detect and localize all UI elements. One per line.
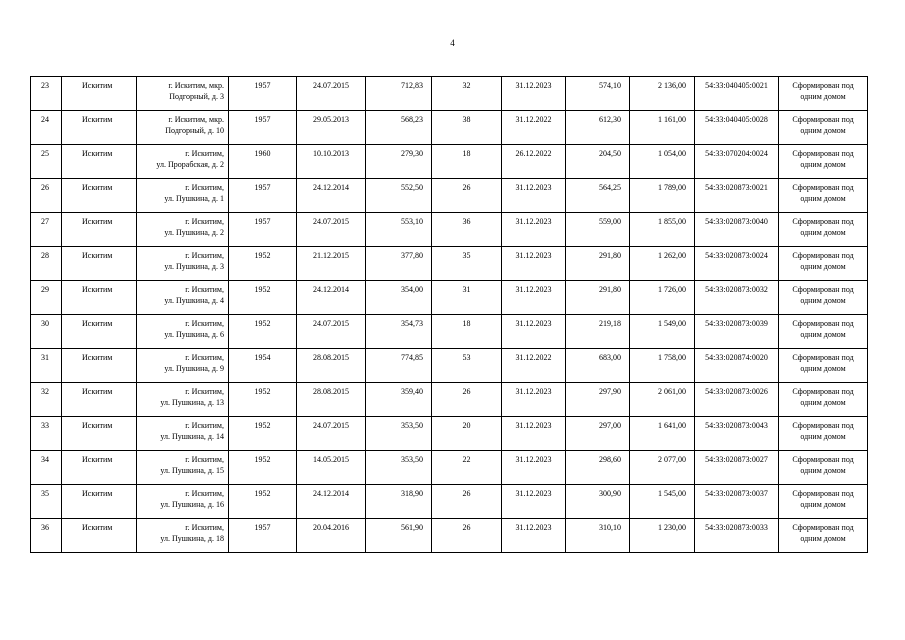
cell-area: 354,73 xyxy=(366,315,432,349)
table-row xyxy=(31,213,868,247)
cell-address xyxy=(137,247,229,281)
cell-locality: Искитим xyxy=(62,281,137,315)
cell-cadastral-number: 54:33:070204:0024 xyxy=(695,145,779,179)
cell-status xyxy=(779,77,868,111)
cell-date: 24.07.2015 xyxy=(297,315,366,349)
cell-status-line: Сформирован под xyxy=(792,489,854,498)
cell-area: 559,00 xyxy=(566,213,630,247)
cell-amount: 1 855,00 xyxy=(630,213,695,247)
cell-date: 24.07.2015 xyxy=(297,213,366,247)
cell-status xyxy=(779,247,868,281)
cell-date: 26.12.2022 xyxy=(502,145,566,179)
cell-address xyxy=(137,145,229,179)
cell-date: 24.12.2014 xyxy=(297,179,366,213)
cell-locality: Искитим xyxy=(62,451,137,485)
cell-number: 27 xyxy=(31,213,62,247)
cell-amount: 1 726,00 xyxy=(630,281,695,315)
table-row xyxy=(31,519,868,553)
cell-year: 1952 xyxy=(229,485,297,519)
cell-number: 36 xyxy=(31,519,62,553)
cell-count: 36 xyxy=(432,213,502,247)
table-row xyxy=(31,77,868,111)
cell-amount: 1 641,00 xyxy=(630,417,695,451)
cell-locality: Искитим xyxy=(62,247,137,281)
cell-cadastral-number: 54:33:020873:0040 xyxy=(695,213,779,247)
cell-address-line: Подгорный, д. 10 xyxy=(165,126,224,135)
cell-date: 29.05.2013 xyxy=(297,111,366,145)
cell-date: 24.12.2014 xyxy=(297,485,366,519)
cell-address-line: г. Искитим, xyxy=(185,523,224,532)
cell-status-line: одним домом xyxy=(800,500,846,509)
cell-amount: 1 161,00 xyxy=(630,111,695,145)
cell-year: 1954 xyxy=(229,349,297,383)
cell-locality: Искитим xyxy=(62,145,137,179)
cell-area: 774,85 xyxy=(366,349,432,383)
cell-amount: 1 230,00 xyxy=(630,519,695,553)
cell-address-line: г. Искитим, xyxy=(185,319,224,328)
table-row xyxy=(31,315,868,349)
cell-year: 1952 xyxy=(229,247,297,281)
cell-status-line: одним домом xyxy=(800,432,846,441)
cell-status xyxy=(779,349,868,383)
cell-date: 31.12.2023 xyxy=(502,315,566,349)
cell-date: 31.12.2023 xyxy=(502,417,566,451)
cell-date: 10.10.2013 xyxy=(297,145,366,179)
cell-status-line: Сформирован под xyxy=(792,523,854,532)
cell-status-line: Сформирован под xyxy=(792,149,854,158)
cell-count: 53 xyxy=(432,349,502,383)
cell-status xyxy=(779,417,868,451)
cell-cadastral-number: 54:33:020873:0043 xyxy=(695,417,779,451)
cell-count: 31 xyxy=(432,281,502,315)
cell-status-line: одним домом xyxy=(800,330,846,339)
cell-date: 31.12.2023 xyxy=(502,77,566,111)
cell-status-line: одним домом xyxy=(800,228,846,237)
cell-area: 683,00 xyxy=(566,349,630,383)
cell-year: 1957 xyxy=(229,519,297,553)
cell-area: 297,90 xyxy=(566,383,630,417)
cell-locality: Искитим xyxy=(62,383,137,417)
table-row xyxy=(31,485,868,519)
cell-address-line: ул. Прорабская, д. 2 xyxy=(156,160,224,169)
cell-cadastral-number: 54:33:020873:0032 xyxy=(695,281,779,315)
cell-amount: 1 262,00 xyxy=(630,247,695,281)
cell-count: 35 xyxy=(432,247,502,281)
table-body xyxy=(31,77,868,553)
cell-address xyxy=(137,383,229,417)
cell-date: 31.12.2023 xyxy=(502,247,566,281)
cell-date: 31.12.2023 xyxy=(502,519,566,553)
cell-status-line: одним домом xyxy=(800,398,846,407)
cell-number: 34 xyxy=(31,451,62,485)
cell-count: 26 xyxy=(432,383,502,417)
cell-address-line: ул. Пушкина, д. 15 xyxy=(160,466,224,475)
cell-locality: Искитим xyxy=(62,519,137,553)
cell-status-line: Сформирован под xyxy=(792,285,854,294)
cell-address xyxy=(137,349,229,383)
cell-status-line: Сформирован под xyxy=(792,319,854,328)
cell-number: 29 xyxy=(31,281,62,315)
cell-area: 377,80 xyxy=(366,247,432,281)
cell-address-line: ул. Пушкина, д. 18 xyxy=(160,534,224,543)
cell-locality: Искитим xyxy=(62,349,137,383)
cell-area: 297,00 xyxy=(566,417,630,451)
cell-status xyxy=(779,179,868,213)
cell-area: 354,00 xyxy=(366,281,432,315)
cell-address-line: г. Искитим, xyxy=(185,183,224,192)
cell-count: 18 xyxy=(432,145,502,179)
cell-date: 24.07.2015 xyxy=(297,77,366,111)
cell-status-line: Сформирован под xyxy=(792,115,854,124)
cell-status-line: одним домом xyxy=(800,296,846,305)
cell-year: 1957 xyxy=(229,179,297,213)
cell-amount: 1 054,00 xyxy=(630,145,695,179)
cell-date: 28.08.2015 xyxy=(297,383,366,417)
cell-address-line: г. Искитим, xyxy=(185,251,224,260)
table-row xyxy=(31,145,868,179)
cell-status-line: одним домом xyxy=(800,92,846,101)
cell-number: 33 xyxy=(31,417,62,451)
cell-status-line: Сформирован под xyxy=(792,183,854,192)
cell-amount: 1 549,00 xyxy=(630,315,695,349)
cell-amount: 2 136,00 xyxy=(630,77,695,111)
cell-address xyxy=(137,111,229,145)
cell-address xyxy=(137,213,229,247)
cell-locality: Искитим xyxy=(62,179,137,213)
cell-date: 31.12.2022 xyxy=(502,111,566,145)
cell-address-line: г. Искитим, xyxy=(185,285,224,294)
cell-area: 353,50 xyxy=(366,451,432,485)
cell-address-line: ул. Пушкина, д. 3 xyxy=(164,262,224,271)
cell-status-line: Сформирован под xyxy=(792,455,854,464)
cell-area: 561,90 xyxy=(366,519,432,553)
cell-status-line: одним домом xyxy=(800,262,846,271)
cell-count: 18 xyxy=(432,315,502,349)
cell-area: 291,80 xyxy=(566,247,630,281)
cell-count: 20 xyxy=(432,417,502,451)
table-row xyxy=(31,451,868,485)
cell-locality: Искитим xyxy=(62,485,137,519)
cell-status-line: Сформирован под xyxy=(792,387,854,396)
cell-status xyxy=(779,315,868,349)
cell-date: 20.04.2016 xyxy=(297,519,366,553)
table-row xyxy=(31,247,868,281)
cell-area: 553,10 xyxy=(366,213,432,247)
cell-amount: 2 061,00 xyxy=(630,383,695,417)
cell-status-line: Сформирован под xyxy=(792,217,854,226)
table-row xyxy=(31,417,868,451)
cell-number: 35 xyxy=(31,485,62,519)
cell-count: 32 xyxy=(432,77,502,111)
cell-address-line: г. Искитим, мкр. xyxy=(168,115,224,124)
cell-date: 24.12.2014 xyxy=(297,281,366,315)
cell-year: 1952 xyxy=(229,451,297,485)
cell-status xyxy=(779,145,868,179)
cell-year: 1952 xyxy=(229,417,297,451)
cell-address xyxy=(137,485,229,519)
cell-locality: Искитим xyxy=(62,213,137,247)
cell-date: 31.12.2023 xyxy=(502,179,566,213)
cell-address-line: г. Искитим, мкр. xyxy=(168,81,224,90)
cell-number: 28 xyxy=(31,247,62,281)
cell-address-line: ул. Пушкина, д. 16 xyxy=(160,500,224,509)
cell-address-line: ул. Пушкина, д. 1 xyxy=(164,194,224,203)
cell-amount: 1 545,00 xyxy=(630,485,695,519)
cell-area: 564,25 xyxy=(566,179,630,213)
cell-status-line: Сформирован под xyxy=(792,81,854,90)
cell-amount: 1 758,00 xyxy=(630,349,695,383)
cell-status xyxy=(779,111,868,145)
cell-cadastral-number: 54:33:040405:0021 xyxy=(695,77,779,111)
table-row xyxy=(31,349,868,383)
cell-status xyxy=(779,519,868,553)
table-row xyxy=(31,111,868,145)
cell-area: 219,18 xyxy=(566,315,630,349)
cell-cadastral-number: 54:33:020873:0039 xyxy=(695,315,779,349)
cell-address xyxy=(137,519,229,553)
cell-address-line: г. Искитим, xyxy=(185,149,224,158)
cell-year: 1957 xyxy=(229,77,297,111)
cell-address-line: Подгорный, д. 3 xyxy=(169,92,224,101)
cell-date: 31.12.2022 xyxy=(502,349,566,383)
cell-year: 1952 xyxy=(229,383,297,417)
cell-cadastral-number: 54:33:040405:0028 xyxy=(695,111,779,145)
cell-address xyxy=(137,77,229,111)
cell-area: 204,50 xyxy=(566,145,630,179)
cell-date: 24.07.2015 xyxy=(297,417,366,451)
cell-year: 1960 xyxy=(229,145,297,179)
cell-count: 26 xyxy=(432,179,502,213)
cell-status-line: одним домом xyxy=(800,194,846,203)
cell-date: 21.12.2015 xyxy=(297,247,366,281)
cell-address-line: ул. Пушкина, д. 9 xyxy=(164,364,224,373)
cell-year: 1957 xyxy=(229,111,297,145)
cell-number: 26 xyxy=(31,179,62,213)
cell-address-line: ул. Пушкина, д. 6 xyxy=(164,330,224,339)
cell-status-line: Сформирован под xyxy=(792,353,854,362)
cell-locality: Искитим xyxy=(62,77,137,111)
cell-address-line: г. Искитим, xyxy=(185,353,224,362)
cell-locality: Искитим xyxy=(62,315,137,349)
cell-count: 26 xyxy=(432,485,502,519)
cell-address-line: г. Искитим, xyxy=(185,387,224,396)
cell-count: 38 xyxy=(432,111,502,145)
cell-area: 552,50 xyxy=(366,179,432,213)
cell-address-line: ул. Пушкина, д. 14 xyxy=(160,432,224,441)
cell-number: 24 xyxy=(31,111,62,145)
cell-address-line: ул. Пушкина, д. 4 xyxy=(164,296,224,305)
cell-status-line: Сформирован под xyxy=(792,421,854,430)
cell-address-line: г. Искитим, xyxy=(185,217,224,226)
cell-status-line: Сформирован под xyxy=(792,251,854,260)
cell-status-line: одним домом xyxy=(800,126,846,135)
cell-number: 30 xyxy=(31,315,62,349)
cell-area: 712,83 xyxy=(366,77,432,111)
cell-area: 574,10 xyxy=(566,77,630,111)
cell-date: 31.12.2023 xyxy=(502,451,566,485)
cell-area: 291,80 xyxy=(566,281,630,315)
cell-address xyxy=(137,315,229,349)
cell-number: 31 xyxy=(31,349,62,383)
cell-address-line: г. Искитим, xyxy=(185,421,224,430)
cell-date: 28.08.2015 xyxy=(297,349,366,383)
cell-address xyxy=(137,281,229,315)
cell-area: 279,30 xyxy=(366,145,432,179)
cell-year: 1952 xyxy=(229,315,297,349)
cell-status-line: одним домом xyxy=(800,466,846,475)
cell-cadastral-number: 54:33:020873:0037 xyxy=(695,485,779,519)
cell-area: 353,50 xyxy=(366,417,432,451)
cell-area: 612,30 xyxy=(566,111,630,145)
cell-amount: 1 789,00 xyxy=(630,179,695,213)
table-row xyxy=(31,383,868,417)
cell-address-line: ул. Пушкина, д. 13 xyxy=(160,398,224,407)
cell-address-line: ул. Пушкина, д. 2 xyxy=(164,228,224,237)
cell-count: 22 xyxy=(432,451,502,485)
page-number: 4 xyxy=(450,38,455,48)
cell-status-line: одним домом xyxy=(800,160,846,169)
cell-locality: Искитим xyxy=(62,111,137,145)
cell-area: 568,23 xyxy=(366,111,432,145)
cell-area: 298,60 xyxy=(566,451,630,485)
cell-locality: Искитим xyxy=(62,417,137,451)
housing-registry-table xyxy=(30,76,868,553)
cell-cadastral-number: 54:33:020873:0027 xyxy=(695,451,779,485)
cell-date: 31.12.2023 xyxy=(502,213,566,247)
cell-address xyxy=(137,417,229,451)
cell-year: 1957 xyxy=(229,213,297,247)
cell-number: 32 xyxy=(31,383,62,417)
cell-status-line: одним домом xyxy=(800,364,846,373)
cell-date: 14.05.2015 xyxy=(297,451,366,485)
cell-amount: 2 077,00 xyxy=(630,451,695,485)
cell-area: 310,10 xyxy=(566,519,630,553)
cell-count: 26 xyxy=(432,519,502,553)
cell-cadastral-number: 54:33:020873:0026 xyxy=(695,383,779,417)
cell-status xyxy=(779,213,868,247)
cell-status xyxy=(779,281,868,315)
table-row xyxy=(31,281,868,315)
cell-address-line: г. Искитим, xyxy=(185,455,224,464)
cell-year: 1952 xyxy=(229,281,297,315)
cell-status xyxy=(779,485,868,519)
cell-status xyxy=(779,383,868,417)
cell-status-line: одним домом xyxy=(800,534,846,543)
cell-number: 25 xyxy=(31,145,62,179)
cell-address-line: г. Искитим, xyxy=(185,489,224,498)
cell-address xyxy=(137,451,229,485)
cell-area: 318,90 xyxy=(366,485,432,519)
cell-cadastral-number: 54:33:020873:0024 xyxy=(695,247,779,281)
cell-number: 23 xyxy=(31,77,62,111)
cell-date: 31.12.2023 xyxy=(502,383,566,417)
cell-cadastral-number: 54:33:020874:0020 xyxy=(695,349,779,383)
cell-date: 31.12.2023 xyxy=(502,281,566,315)
cell-area: 359,40 xyxy=(366,383,432,417)
cell-address xyxy=(137,179,229,213)
cell-cadastral-number: 54:33:020873:0033 xyxy=(695,519,779,553)
cell-area: 300,90 xyxy=(566,485,630,519)
table-row xyxy=(31,179,868,213)
cell-cadastral-number: 54:33:020873:0021 xyxy=(695,179,779,213)
cell-status xyxy=(779,451,868,485)
cell-date: 31.12.2023 xyxy=(502,485,566,519)
